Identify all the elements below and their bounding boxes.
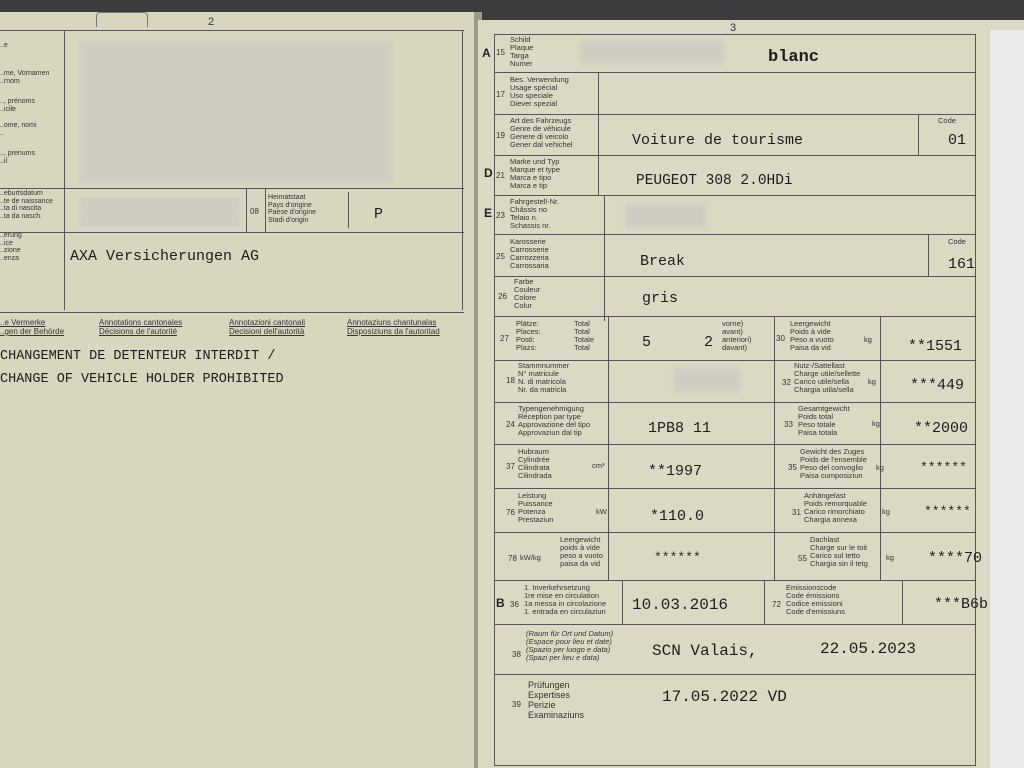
power-label: Leistung Puissance Potenza Prestaziun bbox=[518, 491, 554, 524]
col-line bbox=[902, 580, 903, 624]
notes-header: Annotaziuns chantunalas Disposiziuns da l'autoritad bbox=[347, 318, 440, 336]
color-label: Farbe Couleur Colore Colur bbox=[514, 277, 541, 310]
chassis-label: Fahrgestell-Nr. Châssis no Telaio n. Schassis nr. bbox=[510, 197, 560, 230]
unit-label: kg bbox=[864, 335, 872, 344]
body-code: 161 bbox=[948, 256, 976, 273]
vehicle-type-label: Art des Fahrzeugs Genre de véhicule Genere di veicolo Gener dal vehichel bbox=[510, 116, 573, 149]
row-line bbox=[494, 402, 976, 403]
seats-total-value: 5 bbox=[642, 334, 652, 351]
left-page bbox=[0, 12, 476, 768]
table-border bbox=[0, 232, 464, 233]
gross-weight-label: Gesamtgewicht Poids total Peso totale Paisa totala bbox=[798, 404, 850, 437]
origin-label: Heimatstaat Pays d'origine Paese d'origine Stadi d'origin bbox=[268, 194, 317, 224]
field-number: 78 bbox=[508, 554, 517, 563]
special-use-label: Bes. Verwendung Usage spécial Uso speciale Diever spezial bbox=[510, 75, 569, 108]
color-value: gris bbox=[642, 290, 679, 307]
payload-label: Nutz-/Sattellast Charge utile/sellette Carico utile/sella Chargia utila/sella bbox=[794, 361, 861, 394]
field-number: 17 bbox=[496, 90, 505, 99]
emission-code-value: ***B6b bbox=[934, 596, 989, 613]
code-label: Code bbox=[948, 237, 966, 246]
page-number: 2 bbox=[208, 16, 215, 28]
col-line bbox=[774, 316, 775, 580]
origin-value: P bbox=[374, 206, 384, 223]
train-weight-label: Gewicht des Zuges Poids de l'ensemble Peso del convoglio Paisa cumposiziun bbox=[800, 447, 867, 480]
row-line bbox=[494, 624, 976, 625]
field-number: 27 bbox=[500, 334, 509, 343]
seats-front-value: 2 bbox=[704, 334, 714, 351]
notes-header: Annotations cantonales Décisions de l'autorité bbox=[99, 318, 183, 336]
type-approval-value: 1PB8 11 bbox=[648, 420, 712, 437]
first-registration-label: 1. Inverkehrsetzung 1re mise en circulation 1a messa in circolazione 1. entrada en circulaziun bbox=[524, 583, 607, 616]
holder-label: ..e bbox=[0, 42, 8, 49]
col-line bbox=[918, 114, 919, 155]
side-letter: E bbox=[484, 206, 493, 220]
displacement-label: Hubraum Cylindrée Cilindrata Cilindrada bbox=[518, 447, 552, 480]
field-number: 55 bbox=[798, 554, 807, 563]
table-divider bbox=[246, 188, 247, 232]
col-line bbox=[764, 580, 765, 624]
unit-label: kg bbox=[882, 507, 890, 516]
power-value: *110.0 bbox=[650, 508, 705, 525]
row-line bbox=[494, 155, 976, 156]
notes-text: CHANGEMENT DE DETENTEUR INTERDIT / bbox=[0, 349, 276, 364]
table-divider bbox=[265, 188, 266, 232]
plate-color-value: blanc bbox=[768, 48, 820, 67]
body-label: Karosserie Carrosserie Carrozzeria Carrossaria bbox=[510, 237, 549, 270]
row-line bbox=[494, 674, 976, 675]
unit-label: kg bbox=[886, 553, 894, 562]
insurer-label: ..erung ..ice ..zione ..enza bbox=[0, 232, 22, 262]
field-number: 26 bbox=[498, 292, 507, 301]
redacted-plate bbox=[580, 40, 724, 64]
type-approval-label: Typengenehmigung Réception par type Approvazione del tipo Approvaziun dal tip bbox=[518, 404, 591, 437]
roof-load-value: ****70 bbox=[928, 550, 983, 567]
table-border bbox=[0, 188, 464, 189]
table-divider bbox=[348, 192, 349, 228]
binder-clip bbox=[96, 12, 148, 27]
field-number: 39 bbox=[512, 700, 521, 709]
code-label: Code bbox=[938, 116, 956, 125]
col-line bbox=[928, 234, 929, 276]
registration-number-label: Stammnummer N° matricule N. di matricola Nr. da matricla bbox=[518, 361, 570, 394]
plate-label: Schild Plaque Targa Numer bbox=[510, 35, 534, 68]
make-type-value: PEUGEOT 308 2.0HDi bbox=[636, 173, 793, 189]
row-line bbox=[494, 114, 976, 115]
redacted-registration bbox=[674, 368, 740, 392]
right-page bbox=[478, 20, 1024, 768]
field-number: 24 bbox=[506, 420, 515, 429]
redacted-holder-name bbox=[80, 42, 392, 182]
vehicle-type-value: Voiture de tourisme bbox=[632, 132, 804, 149]
holder-label: ..ome, nomi .. bbox=[0, 122, 37, 137]
row-line bbox=[494, 195, 976, 196]
field-number: 36 bbox=[510, 600, 519, 609]
field-number: 08 bbox=[250, 207, 259, 216]
seats-front-label: vorne) avant) anteriori) davant) bbox=[722, 319, 752, 352]
field-number: 31 bbox=[792, 508, 801, 517]
row-line bbox=[494, 234, 976, 235]
unit-label: kg bbox=[872, 419, 880, 428]
field-number: 72 bbox=[772, 600, 781, 609]
row-line bbox=[494, 444, 976, 445]
unit-label: kW bbox=[596, 507, 607, 516]
insurer-value: AXA Versicherungen AG bbox=[70, 248, 260, 265]
table-divider bbox=[64, 30, 65, 310]
table-border bbox=[0, 312, 464, 313]
notes-header: ..e Vermerke ..gen der Behörde bbox=[0, 318, 65, 336]
gross-weight-value: **2000 bbox=[914, 420, 969, 437]
col-line bbox=[604, 195, 605, 321]
roof-load-label: Dachlast Charge sur le toit Carico sul tetto Chargia sin il tetg bbox=[810, 535, 868, 568]
birth-label: ..eburtsdatum ..te de naissance ..ta di nascita ..ta da nasch. bbox=[0, 190, 53, 220]
field-number: 21 bbox=[496, 171, 505, 180]
page-stack bbox=[990, 30, 1024, 768]
emission-code-label: Emissionscode Code émissions Codice emissioni Code d'emissiuns bbox=[786, 583, 845, 616]
unit-label: kg bbox=[868, 377, 876, 386]
towing-weight-label: Anhängelast Poids remorquable Carico rimorchiato Chargia annexa bbox=[804, 491, 867, 524]
table-border bbox=[462, 30, 463, 310]
field-number: 38 bbox=[512, 650, 521, 659]
col-line bbox=[622, 580, 623, 624]
holder-label: .., prenums ..il bbox=[0, 150, 36, 165]
field-number: 19 bbox=[496, 131, 505, 140]
row-line bbox=[494, 316, 976, 317]
table-border bbox=[0, 30, 464, 31]
body-value: Break bbox=[640, 253, 686, 270]
empty-weight-value: **1551 bbox=[908, 338, 963, 355]
displacement-value: **1997 bbox=[648, 463, 703, 480]
page-number: 3 bbox=[730, 22, 737, 34]
train-weight-value: ****** bbox=[920, 460, 967, 475]
payload-value: ***449 bbox=[910, 377, 965, 394]
field-number: 25 bbox=[496, 252, 505, 261]
row-line bbox=[494, 532, 976, 533]
field-number: 18 bbox=[506, 376, 515, 385]
first-registration-value: 10.03.2016 bbox=[632, 596, 729, 614]
holder-label: .., prénoms ..icile bbox=[0, 98, 36, 113]
col-line bbox=[880, 316, 881, 580]
notes-header: Annotazioni cantonali Decisioni dell'autorità bbox=[229, 318, 306, 336]
redacted-birthdate bbox=[80, 198, 240, 226]
side-letter: D bbox=[484, 166, 493, 180]
field-number: 33 bbox=[784, 420, 793, 429]
field-number: 15 bbox=[496, 48, 505, 57]
col-line bbox=[608, 316, 609, 580]
power-weight-label: kW/kg bbox=[520, 553, 541, 562]
power-weight-value: ****** bbox=[654, 550, 701, 565]
side-letter: A bbox=[482, 46, 491, 60]
towing-weight-value: ****** bbox=[924, 504, 971, 519]
row-line bbox=[494, 276, 976, 277]
place-date-label: (Raum für Ort und Datum) (Espace pour lieu et date) (Spazio per luogo e data) (Spazi per lieu e data) bbox=[526, 629, 614, 662]
inspection-value: 17.05.2022 VD bbox=[662, 688, 787, 706]
empty-weight-label: Leergewicht Poids à vide Peso a vuoto Paisa da vid bbox=[790, 319, 834, 352]
holder-label: ..me, Vornamen ..rnom bbox=[0, 70, 50, 85]
redacted-chassis bbox=[626, 204, 706, 228]
seats-label: Plätze: Places: Posti: Plazs: bbox=[516, 319, 541, 352]
power-weight-sublabel: Leergewicht poids à vide peso a vuoto paisa da vid bbox=[560, 535, 603, 568]
field-number: 23 bbox=[496, 211, 505, 220]
place-value: SCN Valais, bbox=[652, 642, 758, 660]
row-line bbox=[494, 488, 976, 489]
field-number: 30 bbox=[776, 334, 785, 343]
row-line bbox=[494, 72, 976, 73]
row-line bbox=[494, 580, 976, 581]
field-number: 76 bbox=[506, 508, 515, 517]
make-type-label: Marke und Typ Marque et type Marca e tipo Marca e tip bbox=[510, 157, 561, 190]
field-number: 32 bbox=[782, 378, 791, 387]
unit-label: cm³ bbox=[592, 461, 605, 470]
unit-label: kg bbox=[876, 463, 884, 472]
issue-date-value: 22.05.2023 bbox=[820, 640, 917, 658]
seats-total-label: Total Total Totale Total bbox=[574, 319, 595, 352]
vehicle-type-code: 01 bbox=[948, 132, 967, 149]
side-letter: B bbox=[496, 596, 505, 610]
notes-text: CHANGE OF VEHICLE HOLDER PROHIBITED bbox=[0, 372, 284, 387]
field-number: 35 bbox=[788, 463, 797, 472]
field-number: 37 bbox=[506, 462, 515, 471]
col-line bbox=[598, 72, 599, 195]
inspection-label: Prüfungen Expertises Perizie Examinaziuns bbox=[528, 680, 585, 720]
